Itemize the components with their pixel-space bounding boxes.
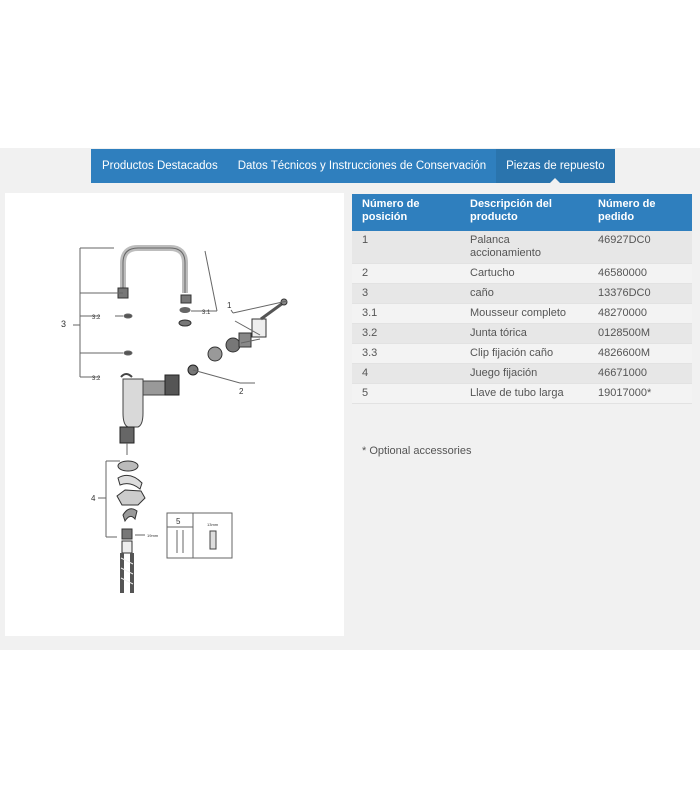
cell-order-number: 46671000	[588, 364, 692, 384]
cell-description: Mousseur completo	[460, 304, 588, 324]
cell-order-number: 46580000	[588, 264, 692, 284]
header-order-number: Número de pedido	[588, 194, 692, 231]
table-row	[352, 344, 692, 364]
cell-description: Cartucho	[460, 264, 588, 284]
exploded-diagram	[5, 193, 344, 636]
table-row	[352, 231, 692, 264]
callout-13mm: 13mm	[207, 522, 219, 527]
callout-3-2-bottom: 3.2	[92, 376, 101, 382]
table-row	[352, 384, 692, 404]
callout-5: 5	[176, 517, 181, 526]
callout-3-2-top: 3.2	[92, 315, 101, 321]
cell-position: 3.3	[352, 344, 460, 364]
callout-4: 4	[91, 494, 96, 503]
optional-accessories-note: * Optional accessories	[362, 445, 472, 457]
cell-order-number: 0128500M	[588, 324, 692, 344]
cell-description: Clip fijación caño	[460, 344, 588, 364]
tab-datos-tecnicos[interactable]: Datos Técnicos y Instrucciones de Conservación	[237, 160, 487, 172]
cell-order-number: 4826600M	[588, 344, 692, 364]
cell-position: 5	[352, 384, 460, 404]
tab-piezas-de-repuesto[interactable]: Piezas de repuesto	[496, 149, 614, 183]
cell-order-number: 46927DC0	[588, 231, 692, 264]
cell-position: 3.2	[352, 324, 460, 344]
callout-19mm: 19mm	[147, 533, 159, 538]
spare-parts-table-container	[352, 194, 692, 404]
callout-3: 3	[61, 319, 67, 329]
cell-order-number: 48270000	[588, 304, 692, 324]
cell-description: Palanca accionamiento	[460, 231, 588, 264]
spare-parts-table	[352, 194, 692, 404]
header-position: Número de posición	[352, 194, 460, 231]
tab-bar	[91, 149, 606, 183]
callout-3-1: 3.1	[202, 310, 211, 316]
cell-description: Juego fijación	[460, 364, 588, 384]
cell-order-number: 19017000*	[588, 384, 692, 404]
table-row	[352, 304, 692, 324]
cell-position: 3	[352, 284, 460, 304]
cell-position: 1	[352, 231, 460, 264]
table-row	[352, 324, 692, 344]
cell-description: caño	[460, 284, 588, 304]
faucet-exploded-view	[5, 193, 344, 636]
table-row	[352, 364, 692, 384]
table-row	[352, 264, 692, 284]
table-row	[352, 284, 692, 304]
cell-position: 3.1	[352, 304, 460, 324]
callout-1: 1	[227, 301, 232, 310]
cell-order-number: 13376DC0	[588, 284, 692, 304]
tab-productos-destacados[interactable]: Productos Destacados	[102, 160, 218, 172]
cell-description: Llave de tubo larga	[460, 384, 588, 404]
header-description: Descripción del producto	[460, 194, 588, 231]
callout-2: 2	[239, 387, 244, 396]
table-header-row	[352, 194, 692, 231]
cell-position: 2	[352, 264, 460, 284]
cell-description: Junta tórica	[460, 324, 588, 344]
cell-position: 4	[352, 364, 460, 384]
